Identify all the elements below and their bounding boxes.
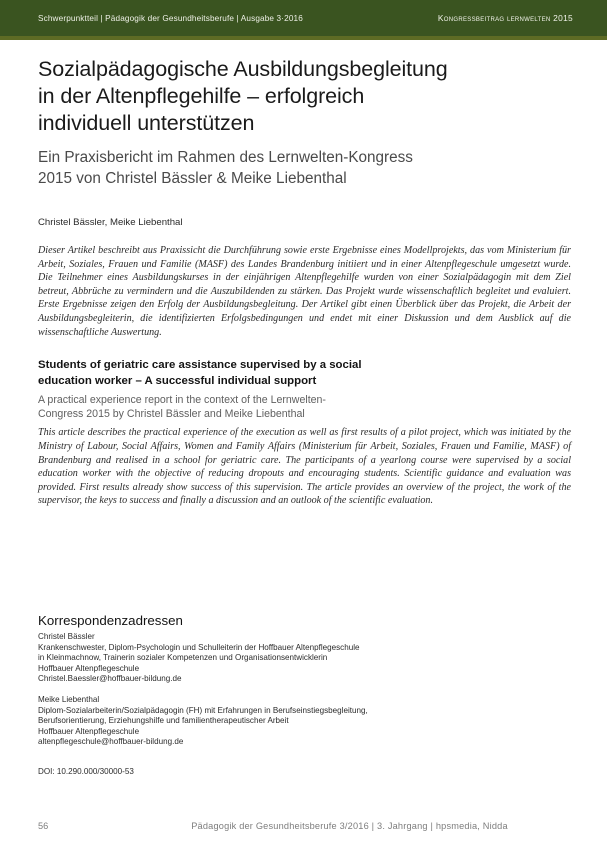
footer-page-number: 56 (38, 821, 49, 831)
person1-role-line-1: Krankenschwester, Diplom-Psychologin und Schulleiterin der Hoffbauer Altenpflegeschule (38, 642, 360, 652)
header-congress-label: kongressbeitrag lernwelten 2015 (437, 13, 573, 23)
person1-institution: Hoffbauer Altenpflegeschule (38, 663, 140, 673)
header-bar (0, 0, 607, 36)
english-title-line-1: Students of geriatric care assistance supervised by a social (38, 359, 362, 372)
person2-role-line-2: Berufsorientierung, Erziehungshilfe und familientherapeutischer Arbeit (38, 716, 289, 726)
correspondence-spacer (38, 685, 571, 695)
person2-institution: Hoffbauer Altenpflegeschule (38, 726, 140, 736)
person1-email[interactable]: Christel.Baessler@hoffbauer-bildung.de (38, 674, 182, 684)
author-byline: Christel Bässler, Meike Liebenthal (38, 217, 183, 228)
subtitle-line-2: 2015 von Christel Bässler & Meike Liebenthal (38, 170, 347, 187)
person2-name: Meike Liebenthal (38, 694, 100, 704)
title-line-2: in der Altenpflegehilfe – erfolgreich (38, 84, 365, 108)
english-title (38, 358, 571, 389)
correspondence-heading: Korrespondenzadressen (38, 613, 183, 628)
person2-email[interactable]: altenpflegeschule@hoffbauer-bildung.de (38, 737, 184, 747)
subtitle-line-1: Ein Praxisbericht im Rahmen des Lernwelten-Kongress (38, 149, 413, 166)
page-subtitle (38, 147, 571, 189)
doi-text[interactable]: DOI: 10.290.000/30000-53 (38, 766, 134, 776)
correspondence-person-2 (38, 695, 571, 748)
footer-citation: Pädagogik der Gesundheitsberufe 3/2016 | 3. Jahrgang | hpsmedia, Nidda (191, 821, 508, 831)
header-breadcrumb: Schwerpunktteil | Pädagogik der Gesundheitsberufe | Ausgabe 3·2016 (38, 13, 303, 23)
person2-role-line-1: Diplom-Sozialarbeiterin/Sozialpädagogin (FH) mit Erfahrungen in Berufseinstiegsbegleitung, (38, 705, 368, 715)
title-line-1: Sozialpädagogische Ausbildungsbegleitung (38, 57, 448, 81)
page-footer (0, 821, 607, 831)
abstract-english: This article describes the practical experience of the execution as well as first results of a pilot project, which was initiated by the Ministry of Labour, Social Affairs, Women and Family Affairs (Ministerium für Arbeit, Soziales, Frauen und Familie, MASF) of Brandenburg and realised in a school for geriatric care. The participants of a yearlong course were supervised by a social education worker with the objective of reducing dropouts and encouraging students. Scientific guidance and evaluation was provided. First results already show success of this supervision. The article provides an overview of the project, the work of the supervisor, the keys to success and finally a discussion and an outlook of the scientific evaluation. (38, 427, 571, 507)
correspondence-section (0, 612, 607, 778)
person1-name: Christel Bässler (38, 632, 95, 641)
english-subtitle (38, 393, 571, 421)
page-title (38, 56, 571, 137)
english-title-line-2: education worker – A successful individual support (38, 374, 317, 387)
person1-role-line-2: in Kleinmachnow, Trainerin sozialer Kompetenzen und Organisationsentwicklerin (38, 653, 328, 663)
abstract-german: Dieser Artikel beschreibt aus Praxissicht die Durchführung sowie erste Ergebnisse eines Modellprojekts, das vom Ministerium für Arbeit, Soziales, Frauen und Familie (MASF) des Landes Brandenburg initiiert und in einer Altenpflegeschule umgesetzt wurde. Die Teilnehmer eines Ausbildungskurses in der einjährigen Altenpflegehilfe wurden von einer Sozialpädagogin mit dem Ziel betreut, Abbrüche zu vermindern und die Auszubildenden zu stärken. Das Projekt wurde wissenschaftlich begleitet und evaluiert. Erste Ergebnisse zeigen den Erfolg der Ausbildungsbegleitung. Der Artikel gibt einen Überblick über das Projekt, die Arbeit der Ausbildungsbegleiterin, die identifizierten Erfolgsbedingungen und endet mit einer Diskussion und dem Ausblick auf die wissenschaftliche Auswertung. (38, 245, 571, 338)
english-subtitle-line-1: A practical experience report in the context of the Lernwelten- (38, 393, 326, 406)
correspondence-person-1 (38, 632, 571, 685)
article-content (0, 40, 607, 508)
title-line-3: individuell unterstützen (38, 111, 255, 135)
english-subtitle-line-2: Congress 2015 by Christel Bässler and Meike Liebenthal (38, 408, 305, 421)
